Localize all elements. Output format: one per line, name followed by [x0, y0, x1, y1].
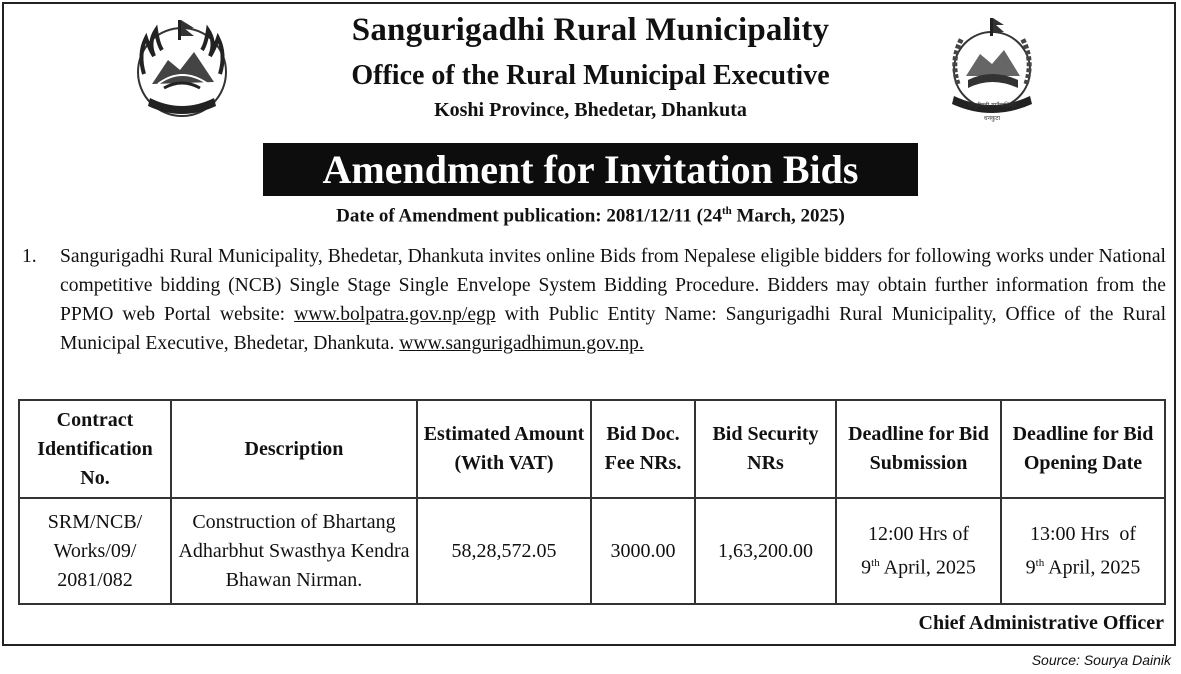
header-description: Description	[171, 400, 417, 498]
opening-date: April, 2025	[1048, 556, 1141, 579]
submission-date: April, 2025	[883, 556, 976, 579]
cell-contract-id: SRM/NCB/ Works/09/ 2081/082	[19, 498, 171, 604]
notice-text-2: with Public Entity Name: Sangurigadhi Rural Municipality, Office of the Rural Municipal Executive, Bhedetar, Dhankuta.	[60, 304, 1167, 354]
header-opening-deadline: Deadline for Bid Opening Date	[1001, 400, 1165, 498]
cell-submission-deadline	[836, 498, 1001, 604]
submission-day: 9	[861, 556, 872, 579]
submission-day-suffix: th	[871, 556, 880, 569]
opening-day-suffix: th	[1035, 556, 1045, 569]
publication-day: 24	[702, 205, 722, 227]
publication-date-bs: 2081/12/11	[606, 205, 692, 227]
logo-right-subtext: धनकुटा	[983, 115, 1001, 122]
notice-number: 1.	[22, 246, 37, 267]
opening-time: 13:00 Hrs of	[1029, 522, 1137, 545]
cell-doc-fee: 3000.00	[591, 498, 695, 604]
header-submission-deadline: Deadline for Bid Submission	[836, 400, 1001, 498]
publication-date-label: Date of Amendment publication:	[336, 205, 602, 227]
cell-security: 1,63,200.00	[695, 498, 836, 604]
header-bid-doc-fee: Bid Doc. Fee NRs.	[591, 400, 695, 498]
notice-body	[60, 242, 1166, 358]
bids-table	[18, 399, 1166, 605]
source-credit: Source: Sourya Dainik	[1031, 652, 1171, 668]
municipality-website-link[interactable]: www.sangurigadhimun.gov.np.	[399, 333, 644, 354]
cell-amount: 58,28,572.05	[417, 498, 591, 604]
opening-day: 9	[1025, 556, 1036, 579]
notice-title-banner: Amendment for Invitation Bids	[263, 143, 918, 196]
cell-description: Construction of Bhartang Adharbhut Swasthya Kendra Bhawan Nirman.	[171, 498, 417, 604]
publication-month-year: March, 2025	[736, 205, 839, 227]
org-name: Sangurigadhi Rural Municipality	[351, 12, 830, 48]
table-row	[19, 498, 1165, 604]
publication-day-suffix: th	[721, 205, 732, 217]
table-header-row	[19, 400, 1165, 498]
office-name: Office of the Rural Municipal Executive	[351, 60, 830, 91]
header-contract-id: Contract Identification No.	[19, 400, 171, 498]
address: Koshi Province, Bhedetar, Dhankuta	[434, 99, 747, 121]
logo-right-text: सांगुरीगढी गाउँपालिका	[967, 102, 1017, 109]
notice-paragraph	[22, 242, 1166, 358]
bolpatra-link[interactable]: www.bolpatra.gov.np/egp	[294, 304, 496, 325]
publication-date: Date of Amendment publication: 2081/12/11 (24th March, 2025)	[336, 205, 845, 227]
cell-opening-deadline	[1001, 498, 1165, 604]
header-bid-security: Bid Security NRs	[695, 400, 836, 498]
header-estimated-amount: Estimated Amount (With VAT)	[417, 400, 591, 498]
notice-text-1: Sangurigadhi Rural Municipality, Bhedetar, Dhankuta invites online Bids from Nepalese eligible bidders for following works under National competitive bidding (NCB) Single Stage Single Envelope System Bidding Procedure. Bidders may obtain further information from the PPMO web Portal website:	[60, 246, 1166, 325]
signature-title: Chief Administrative Officer	[918, 612, 1164, 634]
submission-time: 12:00 Hrs of	[867, 522, 970, 545]
